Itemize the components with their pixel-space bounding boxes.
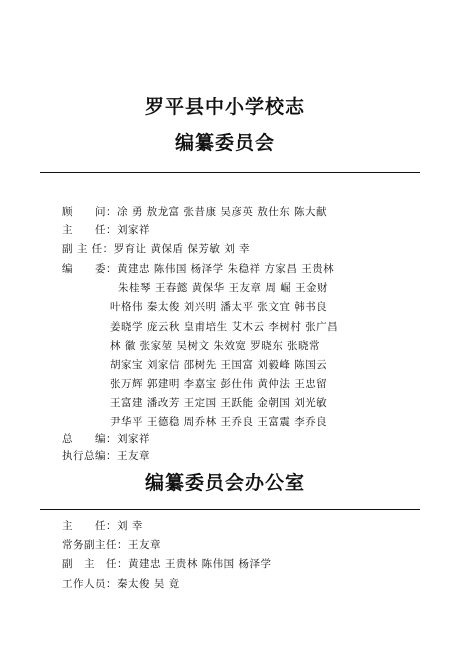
- committee-row-members-cont: [110, 320, 338, 334]
- row-names: 黄建忠 王贵林 陈伟国 杨泽学: [128, 558, 272, 570]
- committee-row-members-cont: [110, 415, 327, 429]
- middle-rule: [40, 509, 420, 510]
- title-line-1: 罗平县中小学校志: [144, 96, 305, 118]
- row-label: 副 主 任：: [62, 558, 128, 570]
- committee-row-members-cont: [118, 281, 328, 295]
- row-label: 副 主 任：: [62, 243, 114, 255]
- row-names: 凃 勇 敖龙富 张昔康 吴彦英 敖仕东 陈大献: [117, 206, 328, 218]
- row-label: 常务副主任：: [62, 539, 128, 551]
- row-label: 工作人员：: [62, 578, 117, 590]
- row-names: 王富建 潘改芳 王定国 王跃能 金朝国 刘光敏: [110, 397, 328, 409]
- row-label: 主 任：: [62, 520, 117, 532]
- office-row-deputy: [62, 557, 272, 571]
- row-label: 编 委：: [62, 263, 117, 275]
- committee-row-members-cont: [110, 339, 320, 353]
- row-names: 刘 幸: [117, 520, 143, 532]
- top-rule: [40, 172, 420, 173]
- committee-row-members-cont: [110, 300, 327, 314]
- row-label: 总 编：: [62, 433, 117, 445]
- row-names: 胡家宝 刘家信 邵树先 王国富 刘毅峰 陈国云: [110, 359, 328, 371]
- office-row-director: [62, 519, 143, 533]
- row-label: 执行总编：: [62, 450, 117, 462]
- office-row-executive-deputy: [62, 538, 161, 552]
- row-names: 罗育让 黄保盾 保芳敏 刘 幸: [113, 243, 251, 255]
- committee-row-advisors: [62, 205, 327, 219]
- committee-row-members-cont: [110, 396, 327, 410]
- committee-row-deputy: [62, 242, 250, 256]
- row-names: 朱桂琴 王春懿 黄保华 王友章 周 崛 王金财: [118, 282, 329, 294]
- committee-row-director: [62, 223, 150, 237]
- committee-row-members: [62, 262, 334, 276]
- row-names: 王友章: [117, 450, 150, 462]
- committee-row-members-cont: [110, 358, 327, 372]
- title-line-2: 编纂委员会: [174, 132, 275, 154]
- committee-row-chief-editor: [62, 432, 150, 446]
- row-names: 林 徽 张家堃 吴树文 朱效宽 罗晓东 张晓常: [110, 340, 321, 352]
- row-names: 刘家祥: [117, 224, 150, 236]
- row-names: 张万辉 郭建明 李嘉宝 彭仕伟 黄仲法 王忠留: [110, 378, 328, 390]
- row-label: 顾 问：: [62, 206, 117, 218]
- row-label: 主 任：: [62, 224, 117, 236]
- row-names: 叶格伟 秦太俊 刘兴明 潘太平 张文宜 韩书良: [110, 301, 328, 313]
- committee-row-members-cont: [110, 377, 327, 391]
- row-names: 秦太俊 吴 竟: [117, 578, 180, 590]
- row-names: 黄建忠 陈伟国 杨泽学 朱稳祥 方家昌 王贵林: [117, 263, 335, 275]
- row-names: 姜晓学 庞云秋 皇甫培生 艾木云 李树村 张广昌: [110, 321, 339, 333]
- office-row-staff: [62, 577, 180, 591]
- row-names: 王友章: [128, 539, 161, 551]
- committee-row-executive-editor: [62, 449, 150, 463]
- row-names: 尹华平 王德稳 周乔林 王乔良 王富震 李乔良: [110, 416, 328, 428]
- office-title: 编纂委员会办公室: [144, 472, 305, 494]
- row-names: 刘家祥: [117, 433, 150, 445]
